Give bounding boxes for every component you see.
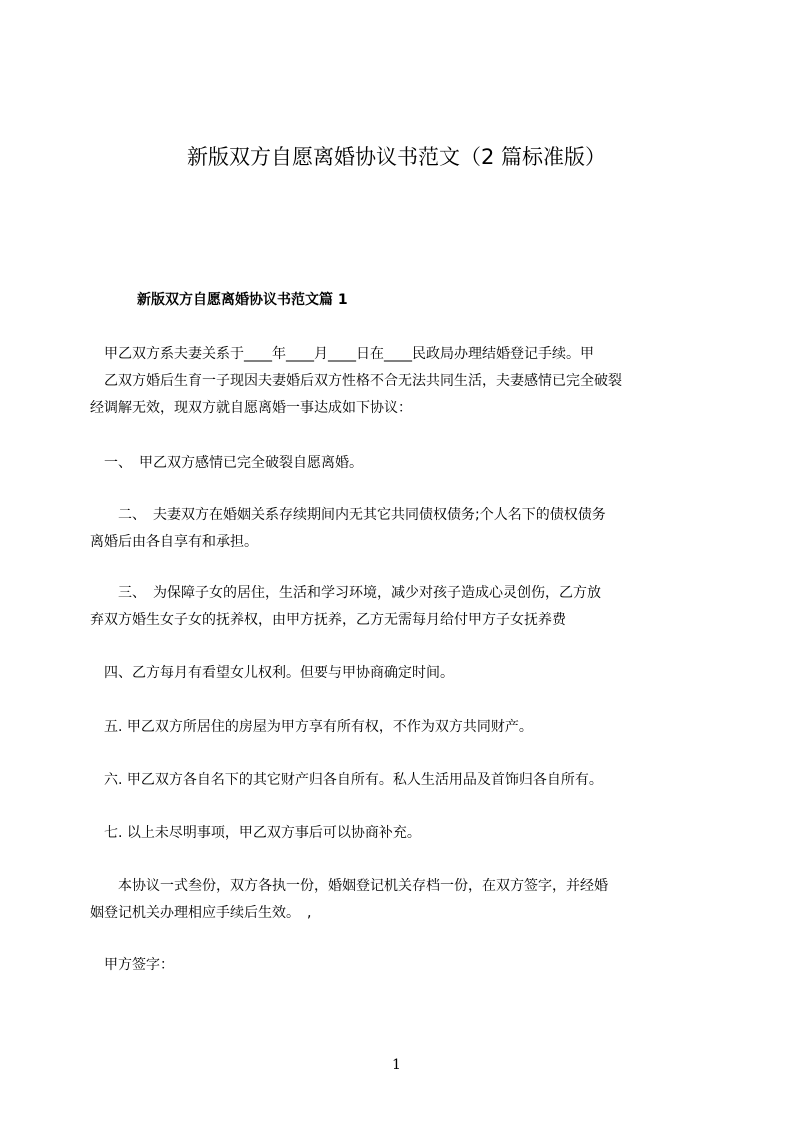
clause-1 <box>90 450 710 477</box>
paragraph-line: 经调解无效，现双方就自愿离婚一事达成如下协议： <box>90 400 412 416</box>
page-number: 1 <box>392 1057 401 1073</box>
paragraph-line: 一、 甲乙双方感情已完全破裂自愿离婚。 <box>90 455 363 471</box>
clause-4 <box>90 660 710 687</box>
paragraph-intro <box>90 341 710 422</box>
paragraph-line: 离婚后由各自享有和承担。 <box>90 534 258 550</box>
paragraph-line: 本协议一式叁份，双方各执一份，婚姻登记机关存档一份，在双方签字，并经婚 <box>90 878 608 894</box>
clause-6 <box>90 767 710 794</box>
paragraph-line: 弃双方婚生女子女的抚养权，由甲方抚养，乙方无需每月给付甲方子女抚养费 <box>90 612 566 628</box>
clause-5 <box>90 714 710 741</box>
paragraph-line: 四、乙方每月有看望女儿权利。但要与甲协商确定时间。 <box>90 665 454 681</box>
party-a-signature <box>90 952 710 979</box>
clause-2 <box>90 502 710 556</box>
paragraph-line: 乙双方婚后生育一子现因夫妻婚后双方性格不合无法共同生活，夫妻感情已完全破裂 <box>90 373 622 389</box>
paragraph-line: 七. 以上未尽明事项，甲乙双方事后可以协商补充。 <box>90 825 421 841</box>
paragraph-line: 姻登记机关办理相应手续后生效。 , <box>90 905 312 921</box>
paragraph-line: 五. 甲乙双方所居住的房屋为甲方享有所有权，不作为双方共同财产。 <box>90 719 533 735</box>
paragraph-line: 二、 夫妻双方在婚姻关系存续期间内无其它共同债权债务;个人名下的债权债务 <box>90 507 606 523</box>
paragraph-line: 六. 甲乙双方各自名下的其它财产归各自所有。私人生活用品及首饰归各自所有。 <box>90 772 603 788</box>
paragraph-line: 三、 为保障子女的居住，生活和学习环境，减少对孩子造成心灵创伤，乙方放 <box>90 585 601 601</box>
section-heading: 新版双方自愿离婚协议书范文篇 1 <box>137 292 348 308</box>
agreement-terms <box>90 873 710 927</box>
clause-3 <box>90 580 710 634</box>
document-title: 新版双方自愿离婚协议书范文（2 篇标准版） <box>186 145 607 169</box>
paragraph-line: 甲乙双方系夫妻关系于____年____月____日在____民政局办理结婚登记手续。甲 <box>90 346 594 362</box>
clause-7 <box>90 820 710 847</box>
paragraph-line: 甲方签字： <box>90 957 174 973</box>
